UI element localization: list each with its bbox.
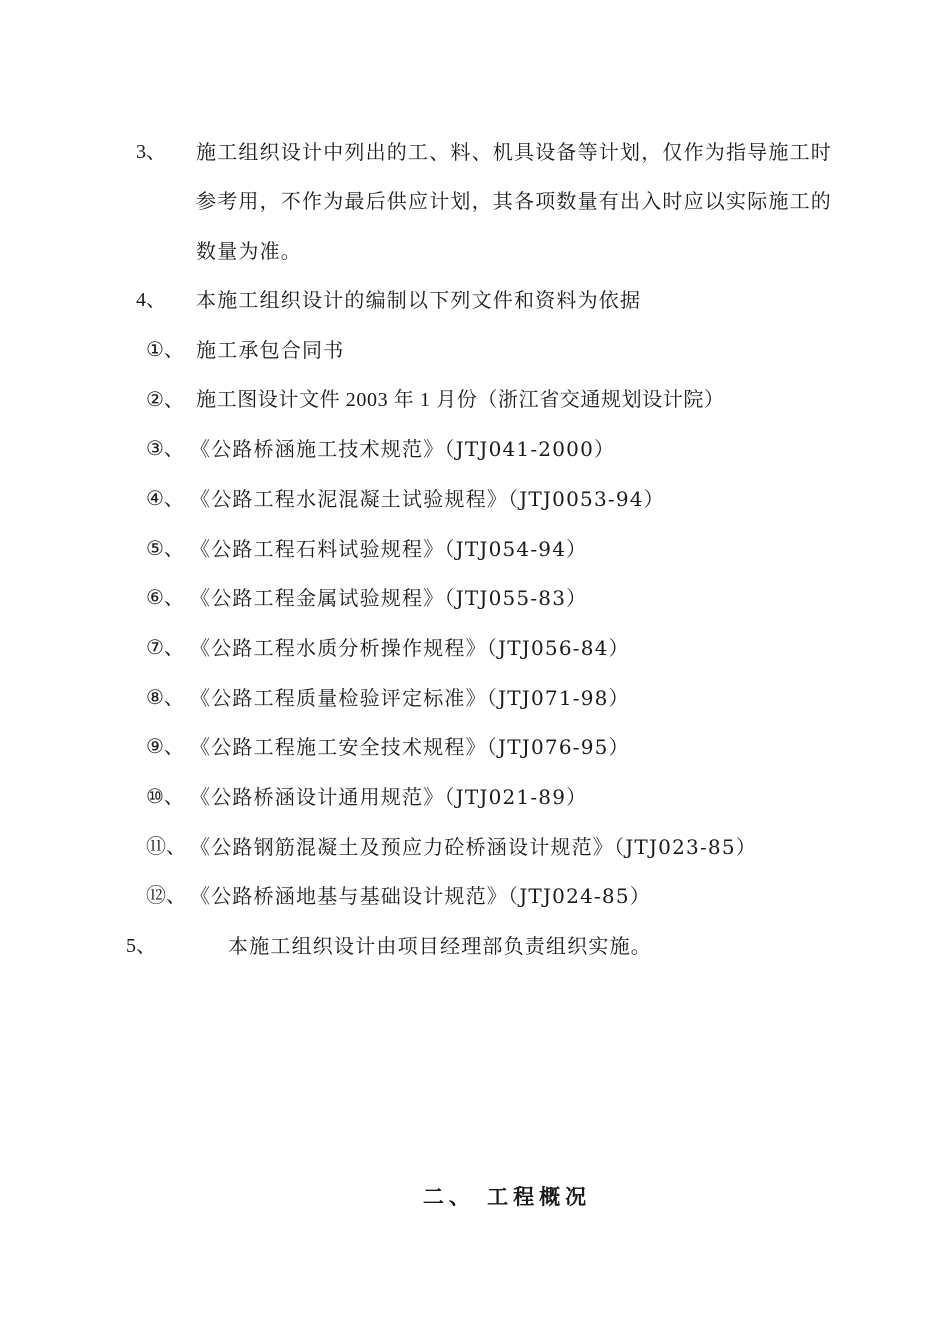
- reference-marker: ②、: [146, 389, 184, 411]
- item-3-line-1: 施工组织设计中列出的工、料、机具设备等计划，仅作为指导施工时: [196, 140, 832, 164]
- item-4-marker: 4、: [136, 289, 166, 311]
- item-4-text: 本施工组织设计的编制以下列文件和资料为依据: [196, 288, 642, 312]
- section-heading: 二、 工程概况: [422, 1184, 592, 1209]
- reference-item: 《公路桥涵施工技术规范》（JTJ041-2000）: [190, 437, 616, 461]
- reference-item: 施工图设计文件 2003 年 1 月份（浙江省交通规划设计院）: [196, 389, 725, 411]
- item-5-text: 本施工组织设计由项目经理部负责组织实施。: [228, 934, 652, 958]
- reference-item: 《公路工程石料试验规程》（JTJ054-94）: [190, 537, 588, 561]
- item-3-line-2: 参考用，不作为最后供应计划，其各项数量有出入时应以实际施工的: [196, 189, 832, 213]
- reference-item: 《公路工程水泥混凝土试验规程》（JTJ0053-94）: [190, 487, 665, 511]
- item-5-marker: 5、: [126, 935, 156, 957]
- reference-item: 《公路工程施工安全技术规程》（JTJ076-95）: [190, 735, 630, 759]
- item-3-line-3: 数量为准。: [196, 239, 302, 263]
- reference-item: 《公路工程水质分析操作规程》（JTJ056-84）: [190, 636, 630, 660]
- reference-marker: ⑪、: [146, 836, 186, 858]
- reference-marker: ⑫、: [146, 885, 186, 907]
- reference-marker: ⑦、: [146, 637, 184, 659]
- reference-item: 施工承包合同书: [196, 338, 345, 362]
- reference-item: 《公路钢筋混凝土及预应力砼桥涵设计规范》（JTJ023-85）: [190, 835, 757, 859]
- item-3-marker: 3、: [136, 141, 166, 163]
- reference-marker: ⑥、: [146, 587, 184, 609]
- reference-marker: ③、: [146, 438, 184, 460]
- reference-marker: ⑨、: [146, 736, 184, 758]
- reference-item: 《公路桥涵设计通用规范》（JTJ021-89）: [190, 785, 588, 809]
- reference-item: 《公路桥涵地基与基础设计规范》（JTJ024-85）: [190, 884, 651, 908]
- reference-marker: ⑧、: [146, 687, 184, 709]
- reference-item: 《公路工程金属试验规程》（JTJ055-83）: [190, 586, 588, 610]
- reference-marker: ①、: [146, 339, 184, 361]
- reference-marker: ④、: [146, 488, 184, 510]
- reference-item: 《公路工程质量检验评定标准》（JTJ071-98）: [190, 686, 630, 710]
- reference-marker: ⑩、: [146, 786, 184, 808]
- reference-marker: ⑤、: [146, 538, 184, 560]
